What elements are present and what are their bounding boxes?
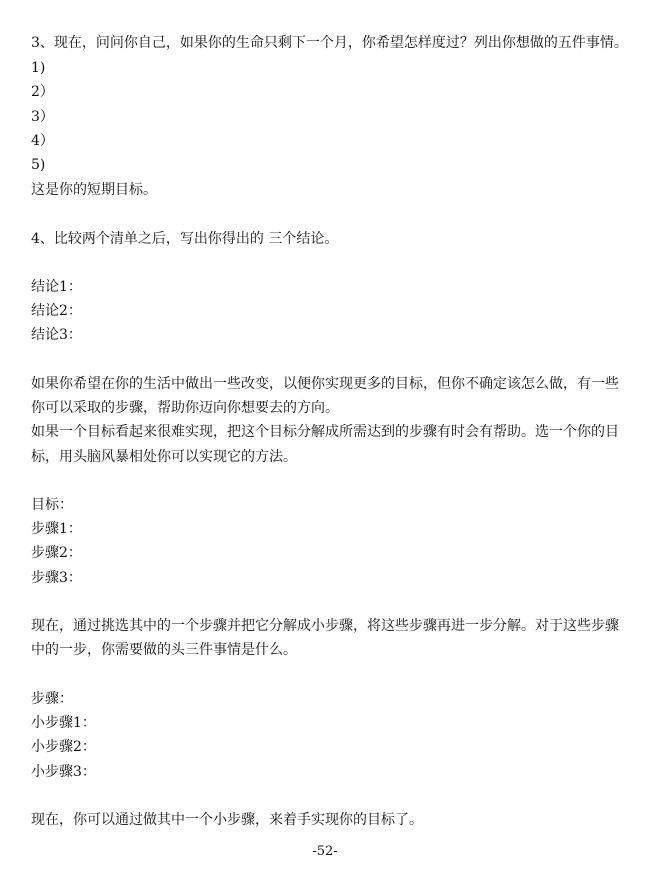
list-item: 5): [31, 157, 46, 173]
paragraph-substeps-line: 现在，通过挑选其中的一个步骤并把它分解成小步骤，将这些步骤再进一步分解。对于这些步骤: [31, 618, 619, 634]
list-item: 3）: [31, 109, 54, 125]
conclusion-line: 结论3：: [31, 327, 82, 343]
conclusion-line: 结论2：: [31, 303, 82, 319]
conclusion-line: 结论1：: [31, 279, 82, 295]
goal-label: 目标：: [31, 497, 73, 513]
step-line: 步骤2：: [31, 545, 82, 561]
step-label: 步骤：: [31, 691, 73, 707]
substep-line: 小步骤2：: [31, 739, 96, 755]
substep-line: 小步骤1：: [31, 715, 96, 731]
short-term-goal-note: 这是你的短期目标。: [31, 182, 157, 198]
list-item: 1): [31, 60, 46, 76]
page-number: -52-: [312, 844, 338, 859]
question-3: 3、现在，问问你自己，如果你的生命只剩下一个月，你希望怎样度过？列出你想做的五件事情。: [31, 35, 628, 51]
paragraph-change-line: 你可以采取的步骤，帮助你迈向你想要去的方向。: [31, 400, 339, 416]
closing-line: 现在，你可以通过做其中一个小步骤，来着手实现你的目标了。: [31, 812, 423, 828]
step-line: 步骤1：: [31, 521, 82, 537]
question-4: 4、比较两个清单之后，写出你得出的 三个结论。: [31, 231, 339, 247]
list-item: 2）: [31, 84, 54, 100]
list-item: 4）: [31, 133, 54, 149]
paragraph-goal-breakdown-line: 标，用头脑风暴相处你可以实现它的方法。: [31, 449, 297, 465]
paragraph-change-line: 如果你希望在你的生活中做出一些改变，以便你实现更多的目标，但你不确定该怎么做，有一些: [31, 376, 619, 392]
step-line: 步骤3：: [31, 570, 82, 586]
substep-line: 小步骤3：: [31, 764, 96, 780]
paragraph-goal-breakdown-line: 如果一个目标看起来很难实现，把这个目标分解成所需达到的步骤有时会有帮助。选一个你的目: [31, 424, 619, 440]
paragraph-substeps-line: 中的一步，你需要做的头三件事情是什么。: [31, 642, 297, 658]
